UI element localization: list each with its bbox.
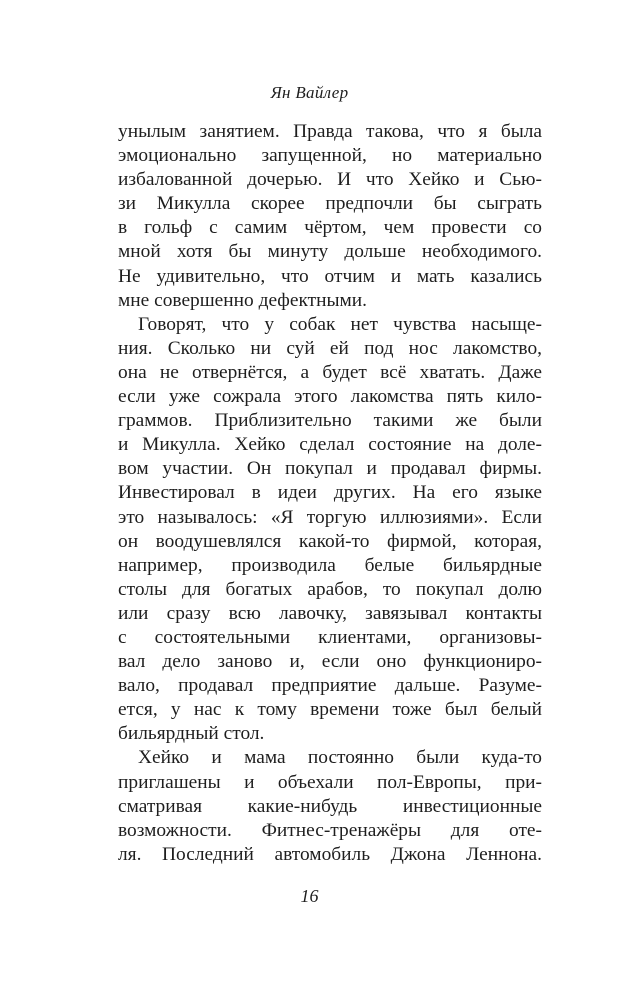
paragraph xyxy=(118,746,542,866)
text-line: Хейко и мама постоянно были куда-то xyxy=(138,747,542,769)
text-line: столы для богатых арабов, то покупал долю xyxy=(118,578,542,600)
text-line: он воодушевлялся какой-то фирмой, которая, xyxy=(118,530,542,552)
text-line: с состоятельными клиентами, организовы- xyxy=(118,626,542,648)
text-line: зи Микулла скорее предпочли бы сыграть xyxy=(118,193,542,215)
text-line: избалованной дочерью. И что Хейко и Сью- xyxy=(118,169,542,191)
text-line: сматривая какие-нибудь инвестиционные xyxy=(118,795,542,817)
text-line: если уже сожрала этого лакомства пять кило- xyxy=(118,386,542,408)
text-line: Инвестировал в идеи других. На его языке xyxy=(118,482,542,504)
page-number: 16 xyxy=(300,886,319,906)
running-head: Ян Вайлер xyxy=(270,83,349,102)
text-line: и Микулла. Хейко сделал состояние на доле- xyxy=(118,434,542,456)
text-line: например, производила белые бильярдные xyxy=(118,554,542,576)
text-line: унылым занятием. Правда такова, что я была xyxy=(118,121,542,142)
text-line: вало, продавал предприятие дальше. Разуме- xyxy=(118,675,542,697)
text-line: ется, у нас к тому времени тоже был белый xyxy=(118,699,542,721)
text-line: ля. Последний автомобиль Джона Леннона. xyxy=(118,843,542,865)
text-line: Не удивительно, что отчим и мать казались xyxy=(118,265,542,287)
text-line: вал дело заново и, если оно функциониро- xyxy=(118,651,542,673)
text-line: приглашены и объехали пол-Европы, при- xyxy=(118,771,542,793)
text-line: граммов. Приблизительно такими же были xyxy=(118,410,542,432)
paragraph xyxy=(118,120,542,313)
text-line: или сразу всю лавочку, завязывал контакты xyxy=(118,602,542,624)
text-line: Говорят, что у собак нет чувства насыще- xyxy=(138,313,542,335)
text-line: возможности. Фитнес-тренажёры для оте- xyxy=(118,819,542,841)
text-line: вом участии. Он покупал и продавал фирмы. xyxy=(118,458,542,480)
paragraph xyxy=(118,313,542,747)
text-line: эмоционально запущенной, но материально xyxy=(118,145,542,167)
text-line: мной хотя бы минуту дольше необходимого. xyxy=(118,241,542,263)
text-line: мне совершенно дефектными. xyxy=(118,289,368,311)
text-line: это называлось: «Я торгую иллюзиями». Если xyxy=(118,506,542,528)
text-line: ния. Сколько ни суй ей под нос лакомство, xyxy=(118,337,542,359)
text-line: она не отвернётся, а будет всё хватать. Даже xyxy=(118,361,542,383)
text-line: бильярдный стол. xyxy=(118,723,265,745)
text-line: в гольф с самим чёртом, чем провести со xyxy=(118,217,542,239)
body-text xyxy=(118,120,542,867)
